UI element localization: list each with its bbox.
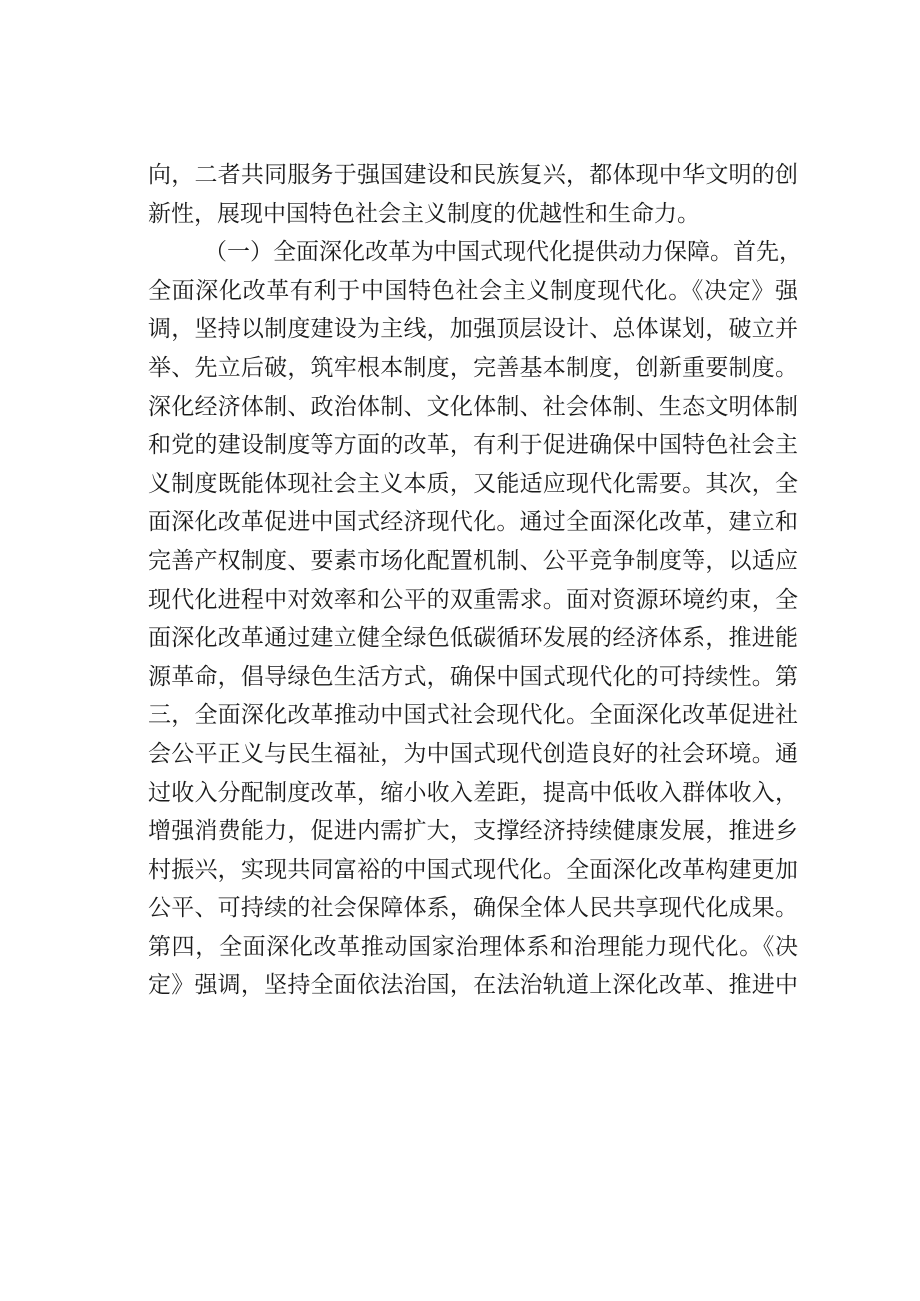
text-line: 面深化改革通过建立健全绿色低碳循环发展的经济体系，推进能 <box>148 625 798 652</box>
text-line: 深化经济体制、政治体制、文化体制、社会体制、生态文明体制 <box>148 393 798 420</box>
text-line: 会公平正义与民生福祉，为中国式现代创造良好的社会环境。通 <box>148 740 798 767</box>
text-line: 定》强调，坚持全面依法治国，在法治轨道上深化改革、推进中 <box>148 972 798 999</box>
text-line: 和党的建设制度等方面的改革，有利于促进确保中国特色社会主 <box>148 432 798 459</box>
text-line: 源革命，倡导绿色生活方式，确保中国式现代化的可持续性。第 <box>148 663 798 690</box>
text-line: 公平、可持续的社会保障体系，确保全体人民共享现代化成果。 <box>148 895 798 922</box>
text-line: 现代化进程中对效率和公平的双重需求。面对资源环境约束，全 <box>148 586 798 613</box>
text-line: 向，二者共同服务于强国建设和民族复兴，都体现中华文明的创 <box>148 162 798 188</box>
text-line: 过收入分配制度改革，缩小收入差距，提高中低收入群体收入， <box>148 779 798 806</box>
text-line: 举、先立后破，筑牢根本制度，完善基本制度，创新重要制度。 <box>148 354 798 381</box>
text-line: 新性，展现中国特色社会主义制度的优越性和生命力。 <box>148 200 700 227</box>
text-line: 义制度既能体现社会主义本质，又能适应现代化需要。其次，全 <box>148 470 798 497</box>
text-line: 全面深化改革有利于中国特色社会主义制度现代化。《决定》强 <box>148 277 798 304</box>
text-line: 增强消费能力，促进内需扩大，支撑经济持续健康发展，推进乡 <box>148 818 798 845</box>
text-line: 面深化改革促进中国式经济现代化。通过全面深化改革，建立和 <box>148 509 798 536</box>
text-line: 第四，全面深化改革推动国家治理体系和治理能力现代化。《决 <box>148 933 798 960</box>
text-line: 村振兴，实现共同富裕的中国式现代化。全面深化改革构建更加 <box>148 856 798 883</box>
body-text <box>148 156 802 1005</box>
text-line: 调，坚持以制度建设为主线，加强顶层设计、总体谋划，破立并 <box>148 316 798 343</box>
section-heading-line: （一）全面深化改革为中国式现代化提供动力保障。首先， <box>204 239 802 266</box>
text-line: 三，全面深化改革推动中国式社会现代化。全面深化改革促进社 <box>148 702 798 729</box>
text-line: 完善产权制度、要素市场化配置机制、公平竞争制度等，以适应 <box>148 547 798 574</box>
